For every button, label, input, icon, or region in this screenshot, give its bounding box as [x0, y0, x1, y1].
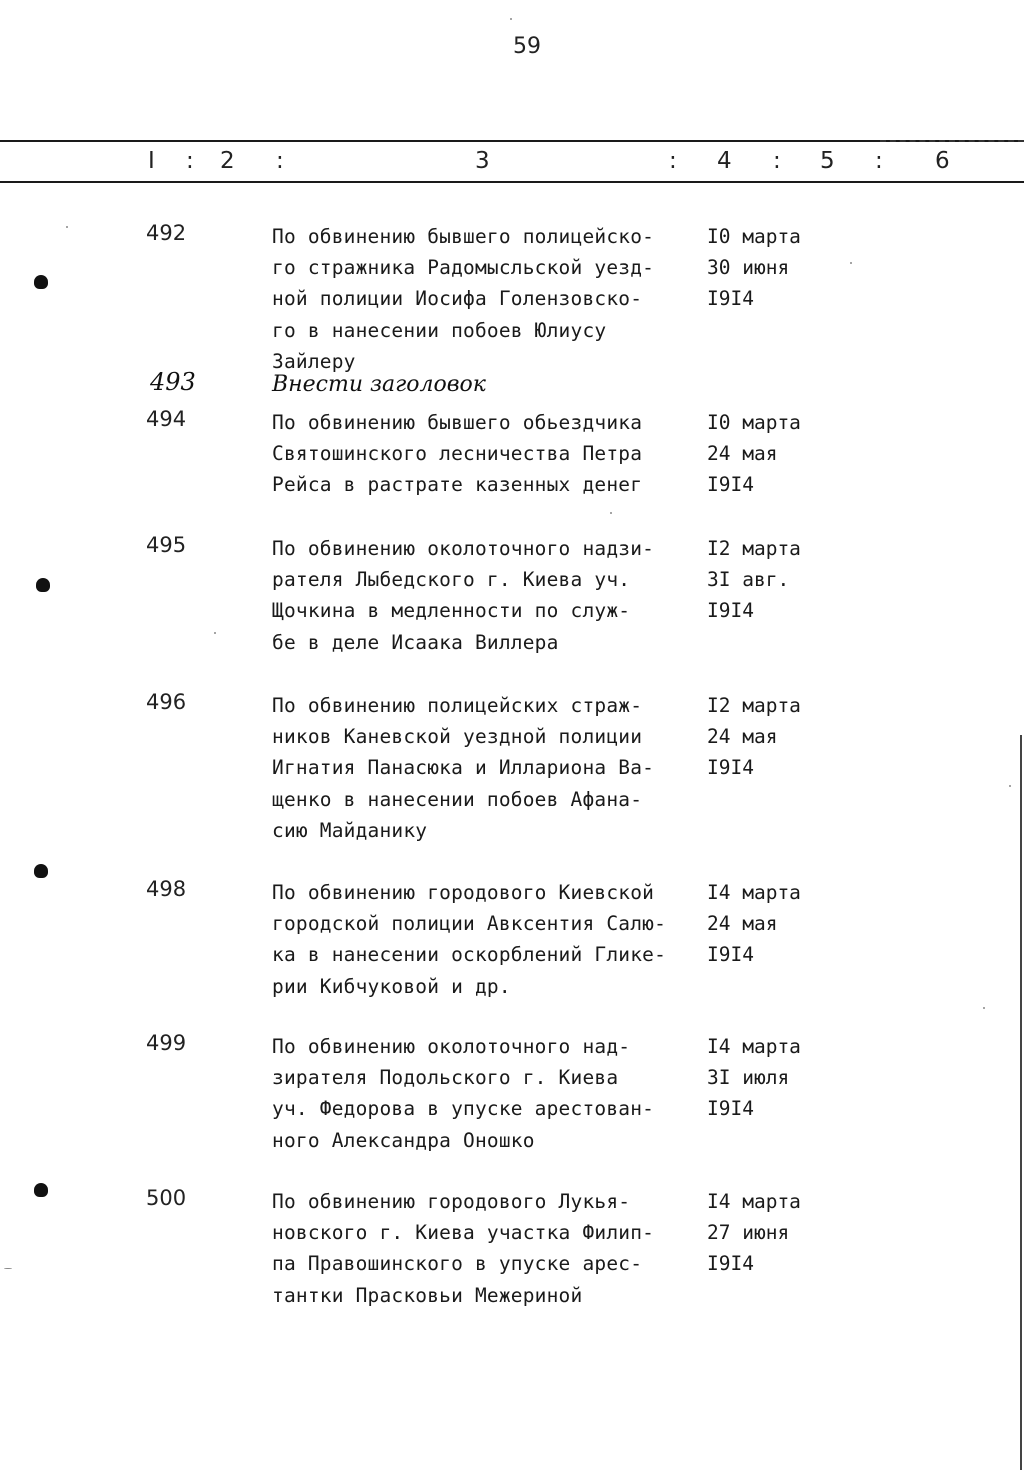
description-line: ка в нанесении оскорблений Глике- — [272, 943, 667, 967]
entry-description — [272, 1031, 702, 1156]
description-line: бе в деле Исаака Виллера — [272, 630, 559, 654]
description-line: зирателя Подольского г. Киева — [272, 1066, 619, 1090]
handwritten-note: Внести заголовок — [272, 372, 486, 397]
scan-speck — [214, 632, 216, 634]
entry-description — [272, 690, 702, 846]
entry-description — [272, 533, 702, 658]
description-line: уч. Федорова в упуске арестован- — [272, 1097, 655, 1121]
punch-hole-icon — [34, 1183, 48, 1197]
entry-dates — [707, 407, 801, 501]
scan-speck — [510, 18, 512, 20]
date-end: 24 мая — [707, 442, 778, 466]
entry-number: 500 — [146, 1186, 187, 1210]
column-separator: : — [875, 148, 883, 174]
date-end: 24 мая — [707, 725, 778, 749]
date-year: I9I4 — [707, 943, 754, 967]
entry-number: 494 — [146, 407, 187, 431]
entry-dates — [707, 877, 801, 971]
entry-number-handwritten: 493 — [150, 368, 196, 396]
date-year: I9I4 — [707, 1252, 754, 1276]
date-start: I2 марта — [707, 694, 801, 717]
column-header-6: 6 — [935, 148, 950, 174]
page-edge — [1020, 735, 1022, 1470]
scan-speck — [983, 1007, 985, 1009]
description-line: По обвинению бывшего полицейско- — [272, 225, 655, 248]
description-line: Святошинского лесничества Петра — [272, 442, 643, 466]
date-end: 24 мая — [707, 912, 778, 936]
date-end: 27 июня — [707, 1221, 790, 1245]
description-line: городской полиции Авксентия Салю- — [272, 912, 667, 936]
entry-dates — [707, 221, 801, 315]
description-line: па Правошинского в упуске арес- — [272, 1252, 643, 1276]
date-year: I9I4 — [707, 473, 754, 497]
description-line: ного Александра Оношко — [272, 1128, 535, 1152]
description-line: сию Майданику — [272, 818, 428, 842]
entry-number: 496 — [146, 690, 187, 714]
entry-description — [272, 877, 702, 1002]
description-line: По обвинению городового Киевской — [272, 881, 655, 904]
date-start: I4 марта — [707, 881, 801, 904]
description-line: Зайлеру — [272, 349, 356, 373]
scan-speck — [610, 512, 612, 514]
description-line: рии Кибчуковой и др. — [272, 974, 511, 998]
description-line: Игнатия Панасюка и Иллариона Ва- — [272, 756, 655, 780]
punch-hole-icon — [34, 275, 48, 289]
column-separator: : — [186, 148, 194, 174]
description-line: щенко в нанесении побоев Афана- — [272, 787, 643, 811]
entry-dates — [707, 1186, 801, 1280]
description-line: тантки Прасковьи Межериной — [272, 1283, 583, 1307]
column-header-3: 3 — [475, 148, 490, 174]
entry-description — [272, 1186, 702, 1311]
description-line: рателя Лыбедского г. Киева уч. — [272, 568, 631, 592]
description-line: го в нанесении побоев Юлиусу — [272, 318, 607, 342]
entry-number: 498 — [146, 877, 187, 901]
date-year: I9I4 — [707, 287, 754, 311]
scan-speck — [4, 1268, 12, 1269]
entry-description — [272, 221, 702, 377]
description-line: По обвинению околоточного над- — [272, 1035, 631, 1058]
date-start: I2 марта — [707, 537, 801, 560]
date-end: 3I июля — [707, 1066, 790, 1090]
entry-dates — [707, 690, 801, 784]
date-year: I9I4 — [707, 1097, 754, 1121]
description-line: По обвинению бывшего обьездчика — [272, 411, 643, 434]
date-end: 3I авг. — [707, 568, 790, 592]
entry-description — [272, 407, 702, 501]
entry-number: 499 — [146, 1031, 187, 1055]
description-line: По обвинению полицейских страж- — [272, 694, 643, 717]
entry-dates — [707, 1031, 801, 1125]
punch-hole-icon — [36, 578, 50, 592]
header-rule-top — [0, 140, 1024, 142]
punch-hole-icon — [34, 864, 48, 878]
description-line: Щочкина в медленности по служ- — [272, 599, 631, 623]
description-line: По обвинению околоточного надзи- — [272, 537, 655, 560]
scan-speck — [1009, 785, 1011, 787]
column-header-4: 4 — [717, 148, 732, 174]
column-separator: : — [773, 148, 781, 174]
column-header-1: I — [148, 148, 155, 174]
description-line: Рейса в растрате казенных денег — [272, 473, 643, 497]
date-start: I0 марта — [707, 225, 801, 248]
entry-number: 492 — [146, 221, 187, 245]
scan-speck — [850, 262, 852, 264]
date-end: 30 июня — [707, 256, 790, 280]
description-line: го стражника Радомысльской уезд- — [272, 256, 655, 280]
header-rule-bottom — [0, 181, 1024, 183]
date-year: I9I4 — [707, 599, 754, 623]
description-line: новского г. Киева участка Филип- — [272, 1221, 655, 1245]
column-separator: : — [276, 148, 284, 174]
date-start: I4 марта — [707, 1190, 801, 1213]
description-line: ной полиции Иосифа Голензовско- — [272, 287, 643, 311]
column-header-2: 2 — [220, 148, 235, 174]
scan-speck — [66, 226, 68, 228]
header-rule-top-dashed — [880, 140, 1024, 142]
description-line: По обвинению городового Лукья- — [272, 1190, 631, 1213]
page-number: 59 — [513, 34, 541, 59]
column-separator: : — [669, 148, 677, 174]
entry-dates — [707, 533, 801, 627]
entry-number: 495 — [146, 533, 187, 557]
column-header-5: 5 — [820, 148, 835, 174]
description-line: ников Каневской уездной полиции — [272, 725, 643, 749]
date-start: I0 марта — [707, 411, 801, 434]
date-start: I4 марта — [707, 1035, 801, 1058]
date-year: I9I4 — [707, 756, 754, 780]
